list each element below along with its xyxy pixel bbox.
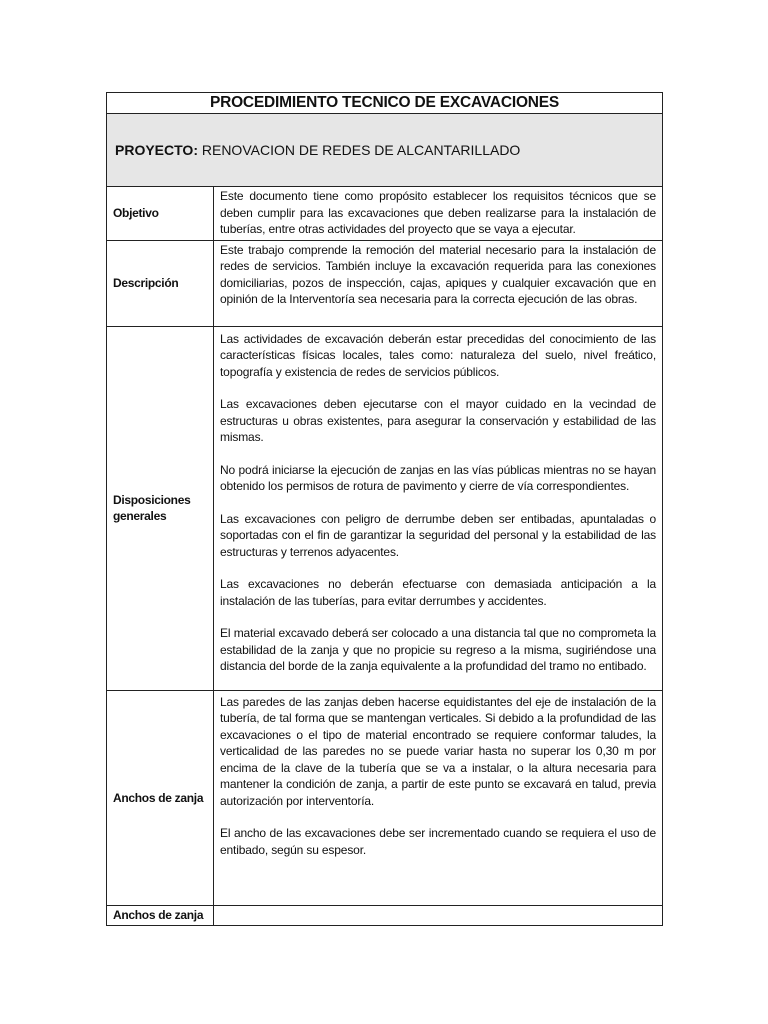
paragraph: Este documento tiene como propósito establecer los requisitos técnicos que se deben cumplir para las excavaciones que deben realizarse para la instalación de tuberías, entre otras actividades del proyecto que se vaya a ejecutar. [220,189,657,236]
document-title: PROCEDIMIENTO TECNICO DE EXCAVACIONES [107,93,663,114]
paragraph: Las excavaciones no deberán efectuarse con demasiada anticipación a la instalación de las tuberías, para evitar derrumbes y accidentes. [220,577,657,608]
paragraph: Las excavaciones deben ejecutarse con el mayor cuidado en la vecindad de estructuras u obras existentes, para asegurar la conservación y estabilidad de las mismas. [220,397,657,444]
row-anchos-de-zanja-2 [107,905,663,925]
content-disposiciones [214,326,663,690]
label-anchos-de-zanja-2: Anchos de zanja [107,905,214,925]
procedure-table [106,92,663,926]
label-anchos-de-zanja: Anchos de zanja [107,690,214,905]
label-descripcion: Descripción [107,240,214,326]
label-objetivo: Objetivo [107,187,214,241]
paragraph: El ancho de las excavaciones debe ser incrementado cuando se requiera el uso de entibado, según su espesor. [220,826,657,857]
label-disposiciones: Disposiciones generales [107,326,214,690]
content-anchos-de-zanja-2 [214,905,663,925]
project-header [107,114,663,187]
paragraph: Las actividades de excavación deberán estar precedidas del conocimiento de las características físicas locales, tales como: naturaleza del suelo, nivel freático, topografía y existencia de redes de servicios públicos. [220,331,657,379]
content-descripcion [214,240,663,326]
row-anchos-de-zanja [107,690,663,905]
paragraph: Las excavaciones con peligro de derrumbe deben ser entibadas, apuntaladas o soportadas con el fin de garantizar la seguridad del personal y la estabilidad de las estructuras y terrenos adyacentes. [220,511,657,559]
content-anchos-de-zanja [214,690,663,905]
project-name: RENOVACION DE REDES DE ALCANTARILLADO [197,142,521,158]
paragraph: Este trabajo comprende la remoción del material necesario para la instalación de redes de servicios. También incluye la excavación requerida para las conexiones domiciliarias, pozos de inspección, cajas, apiques y cualquier excavación que en opinión de la Interventoría sea necesaria para la correcta ejecución de las obras. [220,242,657,306]
row-disposiciones [107,326,663,690]
paragraph: El material excavado deberá ser colocado a una distancia tal que no comprometa la estabilidad de la zanja y que no propicie su regreso a la misma, sugiriéndose una distancia del borde de la zanja equivalente a la profundidad del tramo no entibado. [220,626,657,673]
paragraph: No podrá iniciarse la ejecución de zanjas en las vías públicas mientras no se hayan obtenido los permisos de rotura de pavimento y cierre de vía correspondientes. [220,462,657,493]
row-descripcion [107,240,663,326]
content-objetivo [214,187,663,241]
row-objetivo [107,187,663,241]
paragraph: Las paredes de las zanjas deben hacerse equidistantes del eje de instalación de la tubería, de tal forma que se mantengan verticales. Si debido a la profundidad de las excavaciones o el tipo de material encontrado se requiere conformar taludes, la verticalidad de las paredes no se puede variar hasta no superar los 0,30 m por encima de la clave de la tubería que se va a instalar, o la altura necesaria para mantener la condición de zanja, a partir de este punto se excavará en talud, previa autorización por interventoría. [220,694,657,808]
project-label: PROYECTO: [115,142,198,158]
